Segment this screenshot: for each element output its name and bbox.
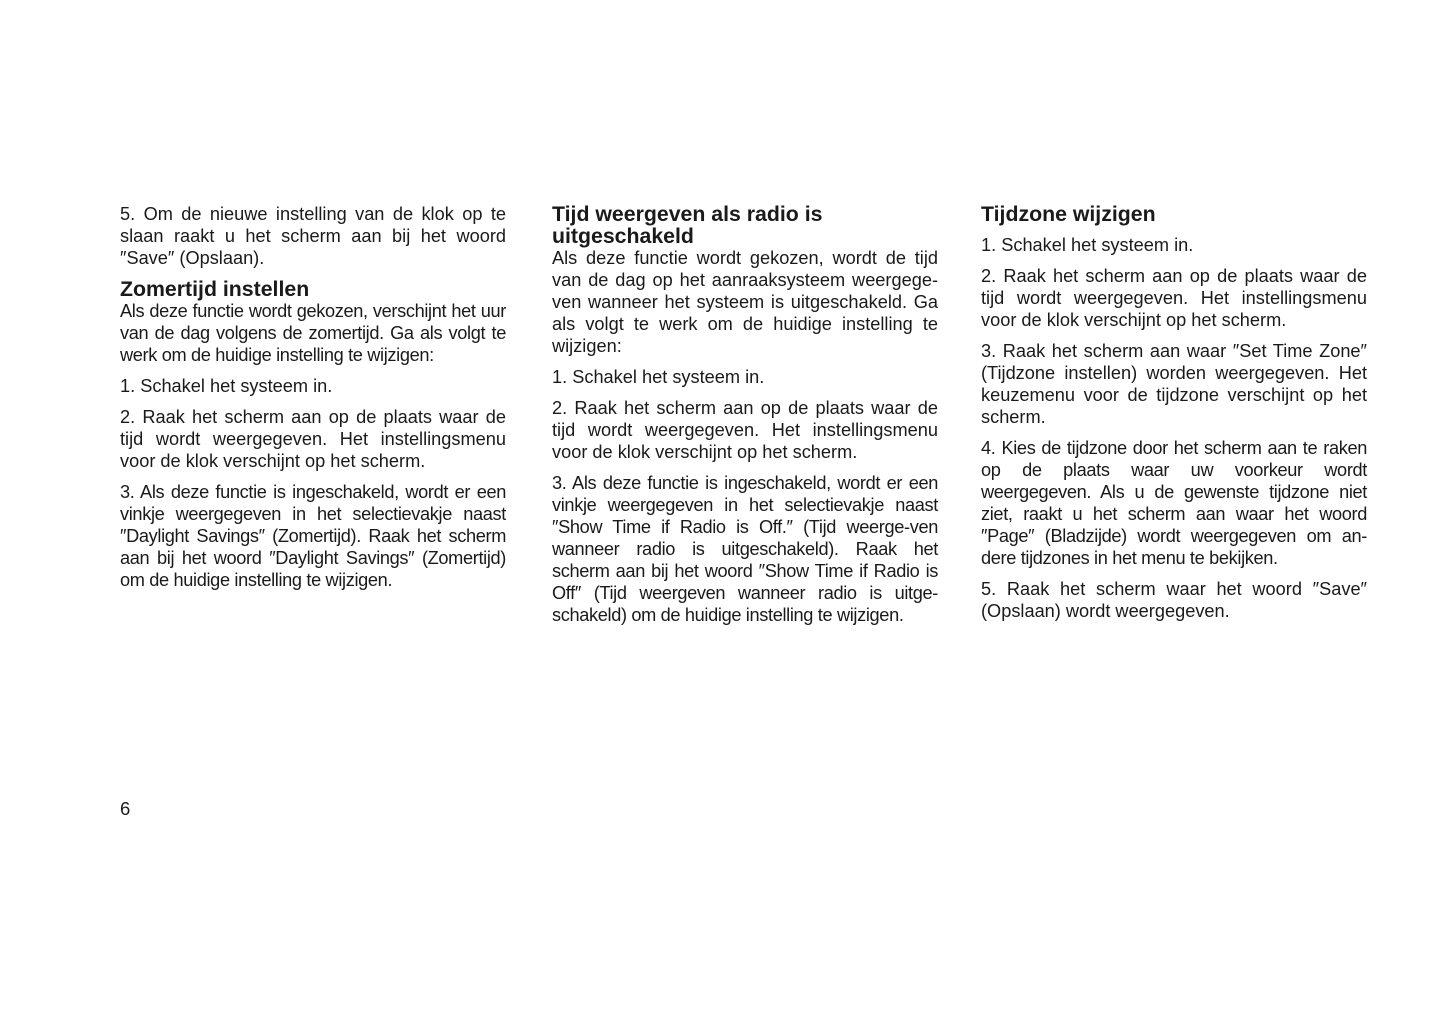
step-2-time-zone: 2. Raak het scherm aan op de plaats waar de tijd wordt weergegeven. Het instellingsmenu voor de klok verschijnt op het scherm. — [981, 266, 1367, 330]
step-1-time-zone: 1. Schakel het systeem in. — [981, 235, 1194, 255]
step-5-time-zone: 5. Raak het scherm waar het woord ″Save″ (Opslaan) wordt weergegeven. — [981, 579, 1367, 621]
section-show-time-radio-off — [552, 203, 938, 357]
step-3-time-zone: 3. Raak het scherm aan waar ″Set Time Zone″ (Tijdzone instellen) worden weergegeven. Het keuzemenu voor de tijdzone verschijnt op het scherm. — [981, 341, 1367, 427]
step-1-daylight: 1. Schakel het systeem in. — [120, 376, 333, 396]
step-save-clock: 5. Om de nieuwe instelling van de klok op te slaan raakt u het scherm aan bij het woord ″Save″ (Opslaan). — [120, 204, 506, 268]
step-4-time-zone: 4. Kies de tijdzone door het scherm aan te raken op de plaats waar uw voorkeur wordt weergegeven. Als u de gewenste tijdzone niet ziet, raakt u het scherm aan waar het woord ″Page″ (Bladzijde) wordt weergegeven om an-dere tijdzones in het menu te bekijken. — [981, 438, 1367, 568]
intro-show-time-radio-off: Als deze functie wordt gekozen, wordt de tijd van de dag op het aanraaksysteem weergege-ven wanneer het systeem is uitgeschakeld. Ga als volgt te werk om de huidige instelling te wijzigen: — [552, 248, 938, 356]
step-3-daylight: 3. Als deze functie is ingeschakeld, wordt er een vinkje weergegeven in het selectievakje naast ″Daylight Savings″ (Zomertijd). Raak het scherm aan bij het woord ″Daylight Savings″ (Zomertijd) om de huidige instelling te wijzigen. — [120, 482, 506, 590]
heading-show-time-radio-off: Tijd weergeven als radio is uitgeschakeld — [552, 202, 823, 248]
step-3-show-time: 3. Als deze functie is ingeschakeld, wordt er een vinkje weergegeven in het selectievakje naast ″Show Time if Radio is Off.″ (Tijd weerge-ven wanneer radio is uitgeschakeld). Raak het scherm aan bij het woord ″Show Time if Radio is Off″ (Tijd weergeven wanneer radio is uitge-schakeld) om de huidige instelling te wijzigen. — [552, 473, 938, 625]
intro-daylight-savings: Als deze functie wordt gekozen, verschijnt het uur van de dag volgens de zomertijd. Ga als volgt te werk om de huidige instelling te wijzigen: — [120, 301, 506, 365]
column-right — [981, 203, 1367, 631]
step-2-show-time: 2. Raak het scherm aan op de plaats waar de tijd wordt weergegeven. Het instellingsmenu voor de klok verschijnt op het scherm. — [552, 398, 938, 462]
section-daylight-savings — [120, 278, 506, 366]
step-1-show-time: 1. Schakel het systeem in. — [552, 367, 765, 387]
column-left — [120, 203, 506, 600]
column-middle — [552, 203, 938, 635]
heading-daylight-savings: Zomertijd instellen — [120, 277, 310, 301]
page-number: 6 — [120, 798, 131, 819]
heading-time-zone: Tijdzone wijzigen — [981, 202, 1156, 226]
step-2-daylight: 2. Raak het scherm aan op de plaats waar de tijd wordt weergegeven. Het instellingsmenu voor de klok verschijnt op het scherm. — [120, 407, 506, 471]
